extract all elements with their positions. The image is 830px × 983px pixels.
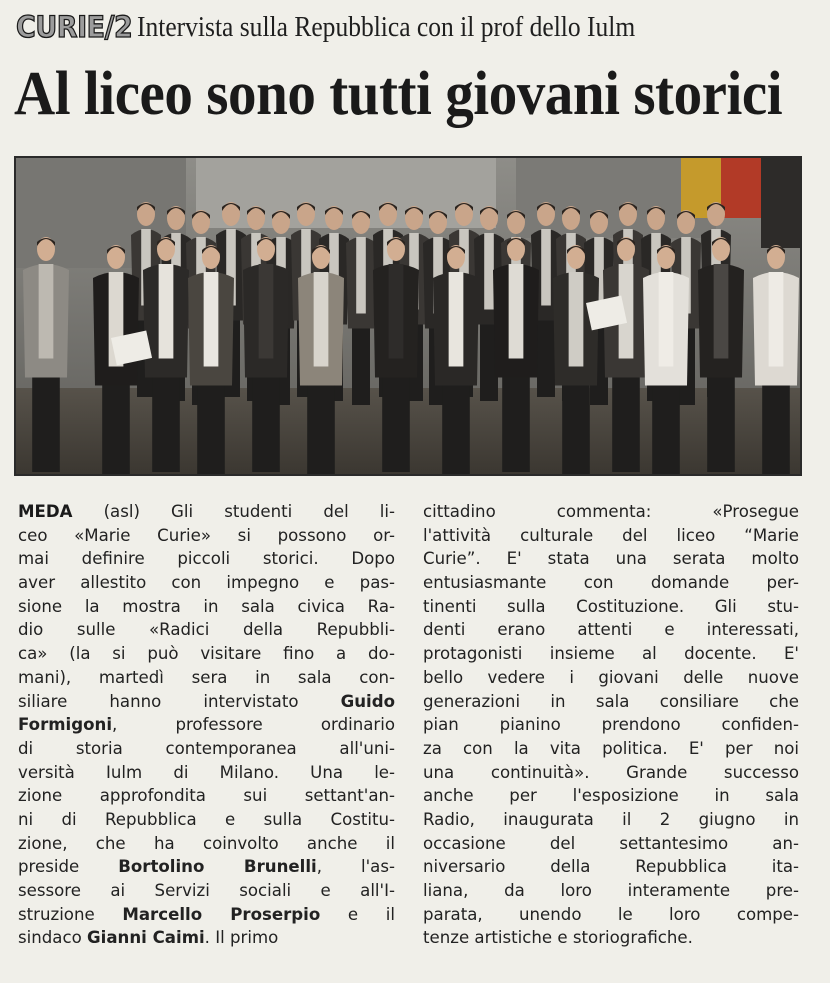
group-photo-illustration	[16, 158, 802, 476]
article-line: denti erano attenti e interessati,	[423, 620, 799, 640]
section-kicker: CURIE/2	[16, 10, 133, 44]
article-body	[0, 500, 830, 980]
article-line: struzione Marcello Proserpio e il	[18, 904, 395, 924]
article-line: protagonisti insieme al docente. E'	[423, 644, 799, 664]
article-column-left	[18, 500, 395, 950]
article-line: sessore ai Servizi sociali e all'I-	[18, 881, 395, 900]
article-line: siliare hanno intervistato Guido	[18, 691, 395, 711]
article-line: Radio, inaugurata il 2 giugno in	[423, 809, 799, 829]
article-line: liana, da loro interamente pre-	[423, 881, 799, 900]
article-line: versità Iulm di Milano. Una le-	[18, 762, 395, 782]
article-line: parata, unendo le loro compe-	[423, 904, 799, 924]
article-line: preside Bortolino Brunelli, l'as-	[18, 857, 395, 877]
article-line: Curie”. E' stata una serata molto	[423, 549, 799, 569]
article-line: mai definire piccoli storici. Dopo	[18, 549, 395, 569]
article-line: sindaco Gianni Caimi. Il primo	[18, 928, 279, 948]
person-name: Formigoni	[18, 715, 113, 735]
article-line: zione approfondita sui settant'an-	[18, 786, 395, 806]
article-line: sione la mostra in sala civica Ra-	[18, 596, 395, 616]
article-subtitle: Intervista sulla Repubblica con il prof dello Iulm	[137, 10, 636, 43]
article-line: tenze artistiche e storiografiche.	[423, 928, 693, 948]
article-line: entusiasmante con domande per-	[423, 573, 799, 593]
article-line: MEDA (asl) Gli studenti del li-	[18, 502, 395, 521]
article-line: generazioni in sala consiliare che	[423, 691, 799, 711]
article-line: aver allestito con impegno e pas-	[18, 573, 395, 593]
article-line: niversario della Repubblica ita-	[423, 857, 799, 877]
article-headline: Al liceo sono tutti giovani storici	[14, 60, 783, 128]
dateline: MEDA	[18, 502, 73, 521]
header-row	[16, 10, 820, 50]
group-photo	[14, 156, 802, 476]
article-line: Formigoni, professore ordinario	[18, 715, 395, 735]
person-name: Guido	[340, 691, 395, 711]
article-line: za con la vita politica. E' per noi	[423, 738, 799, 758]
article-column-right	[423, 500, 799, 950]
article-line: ni di Repubblica e sulla Costitu-	[18, 809, 395, 829]
article-line: occasione del settantesimo an-	[423, 833, 799, 853]
article-line: l'attività culturale del liceo “Marie	[423, 525, 799, 545]
article-line: di storia contemporanea all'uni-	[18, 738, 395, 758]
byline: (asl)	[103, 502, 140, 521]
article-line: mani), martedì sera in sala con-	[18, 667, 395, 687]
person-name: Gianni Caimi	[87, 928, 205, 948]
article-line: cittadino commenta: «Prosegue	[423, 502, 799, 521]
article-line: zione, che ha coinvolto anche il	[18, 833, 395, 853]
article-line: una continuità». Grande successo	[423, 762, 799, 782]
article-line: bello vedere i giovani delle nuove	[423, 667, 799, 687]
article-line: ceo «Marie Curie» si possono or-	[18, 525, 395, 545]
article-line: dio sulle «Radici della Repubbli-	[18, 620, 395, 640]
article-line: ca» (la si può visitare fino a do-	[18, 644, 395, 664]
article-line: pian pianino prendono confiden-	[423, 715, 799, 735]
article-line: anche per l'esposizione in sala	[423, 786, 799, 806]
article-line: tinenti sulla Costituzione. Gli stu-	[423, 596, 799, 616]
person-name: Bortolino Brunelli	[118, 857, 317, 877]
person-name: Marcello Proserpio	[122, 904, 321, 924]
